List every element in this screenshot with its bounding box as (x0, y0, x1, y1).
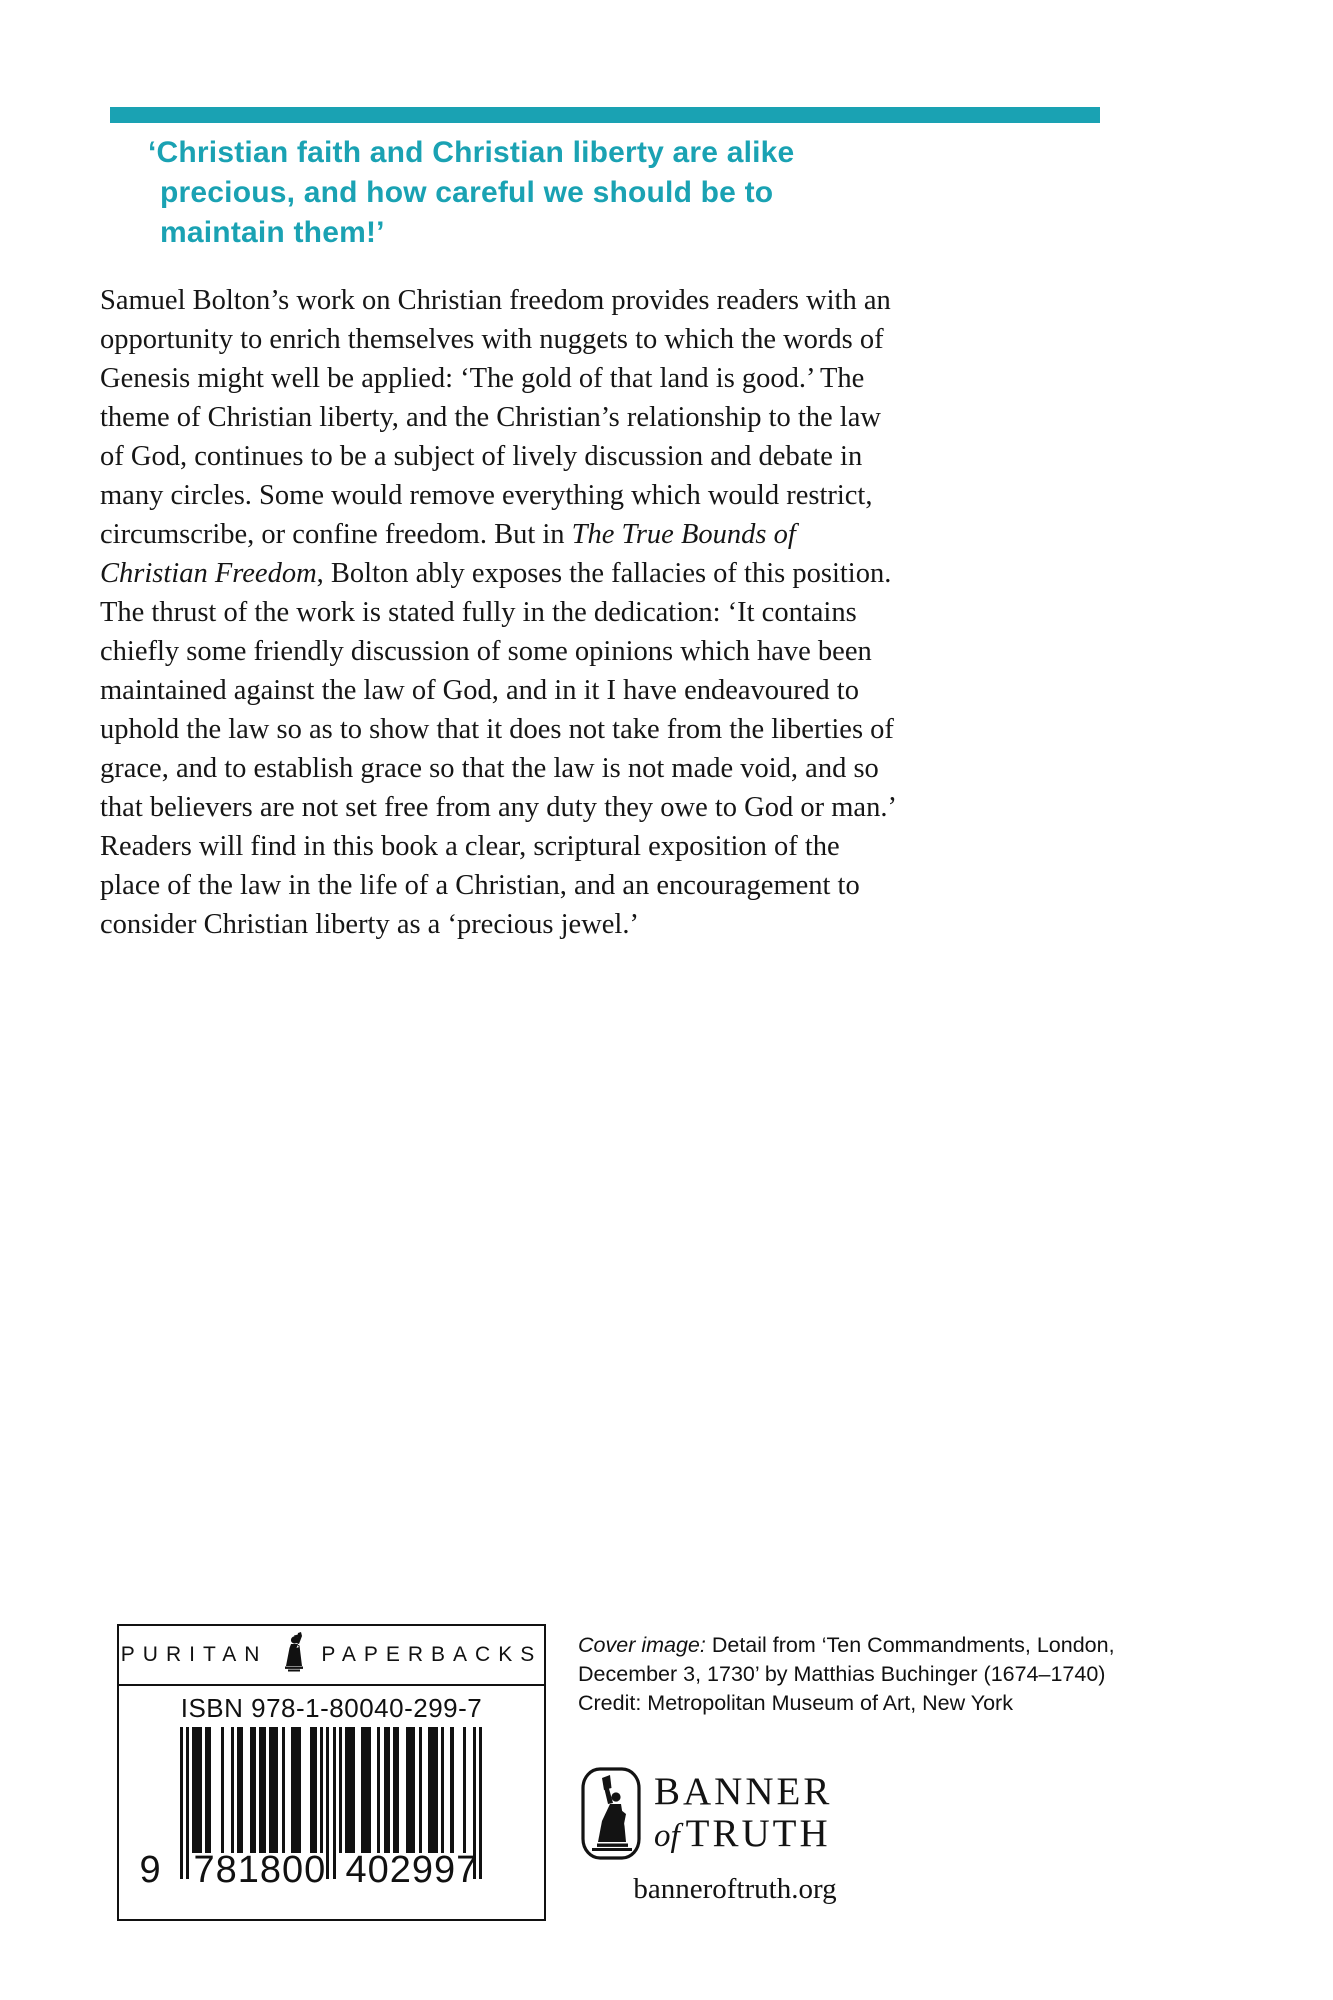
blurb-text-after-title: , Bolton ably exposes the fallacies of this position. The thrust of the work is stated fully in the dedication: ‘It contains chiefly some friendly discussion of some opinions which have been maintained against the law of God, and in it I have endeavoured to uphold the law so as to show that it does not take from the liberties of grace, and to establish grace so that the law is not made void, and so that believers are not set free from any duty they owe to God or man.’ Readers will find in this book a clear, scriptural exposition of the place of the law in the life of a Christian, and an encouragement to consider Christian liberty as a ‘precious jewel.’ (100, 558, 895, 940)
barcode-digit-group: 781800 (193, 1849, 327, 1891)
pull-quote-line: precious, and how careful we should be to (160, 176, 774, 209)
brand-line-1: BANNER (654, 1769, 833, 1813)
credit-line: Credit: Metropolitan Museum of Art, New York (578, 1691, 1013, 1715)
book-title-italic: The True Bounds of Christian Freedom (100, 519, 796, 589)
publisher-website: banneroftruth.org (633, 1873, 837, 1905)
credit-line: December 3, 1730’ by Matthias Buchinger (1674–1740) (578, 1662, 1106, 1686)
brand-line-2 (654, 1813, 832, 1857)
barcode-module (479, 1727, 482, 1879)
series-name-left: PURITAN (120, 1643, 268, 1666)
puritan-figure-icon (281, 1632, 307, 1674)
isbn-number: ISBN 978-1-80040-299-7 (180, 1693, 483, 1723)
credit-line1-rest: Detail from ‘Ten Commandments, London, (705, 1633, 1115, 1657)
blurb-text-before-title: Samuel Bolton’s work on Christian freedom provides readers with an opportunity to enrich themselves with nuggets to which the words of Genesis might well be applied: ‘The gold of that land is good.’ The theme of Christian liberty, and the Christian’s relationship to the law of God, continues to be a subject of lively discussion and debate in many circles. Some would remove everything which would restrict, circumscribe, or confine freedom. But in (100, 285, 891, 550)
brand-truth: TRUTH (685, 1811, 831, 1855)
barcode (139, 1727, 484, 1891)
banner-of-truth-logo (580, 1766, 890, 1906)
credit-label-italic: Cover image: (578, 1633, 706, 1657)
banner-of-truth-wordmark (654, 1771, 832, 1857)
series-name-right: PAPERBACKS (321, 1643, 543, 1666)
cover-image-credit (578, 1631, 1118, 1718)
barcode-digit-group: 402997 (345, 1849, 479, 1891)
series-banner (119, 1626, 544, 1686)
publisher-barcode-box (117, 1624, 546, 1921)
pull-quote-line: ‘Christian faith and Christian liberty are alike (148, 136, 795, 169)
teal-accent-bar (110, 107, 1100, 123)
banner-of-truth-preacher-icon (580, 1766, 642, 1861)
pull-quote-line: maintain them!’ (160, 216, 385, 249)
credit-line (578, 1631, 1118, 1660)
back-cover-blurb (100, 281, 900, 944)
pull-quote (148, 133, 880, 253)
barcode-digit-group: 9 (139, 1849, 162, 1891)
brand-of-italic: of (654, 1817, 680, 1854)
